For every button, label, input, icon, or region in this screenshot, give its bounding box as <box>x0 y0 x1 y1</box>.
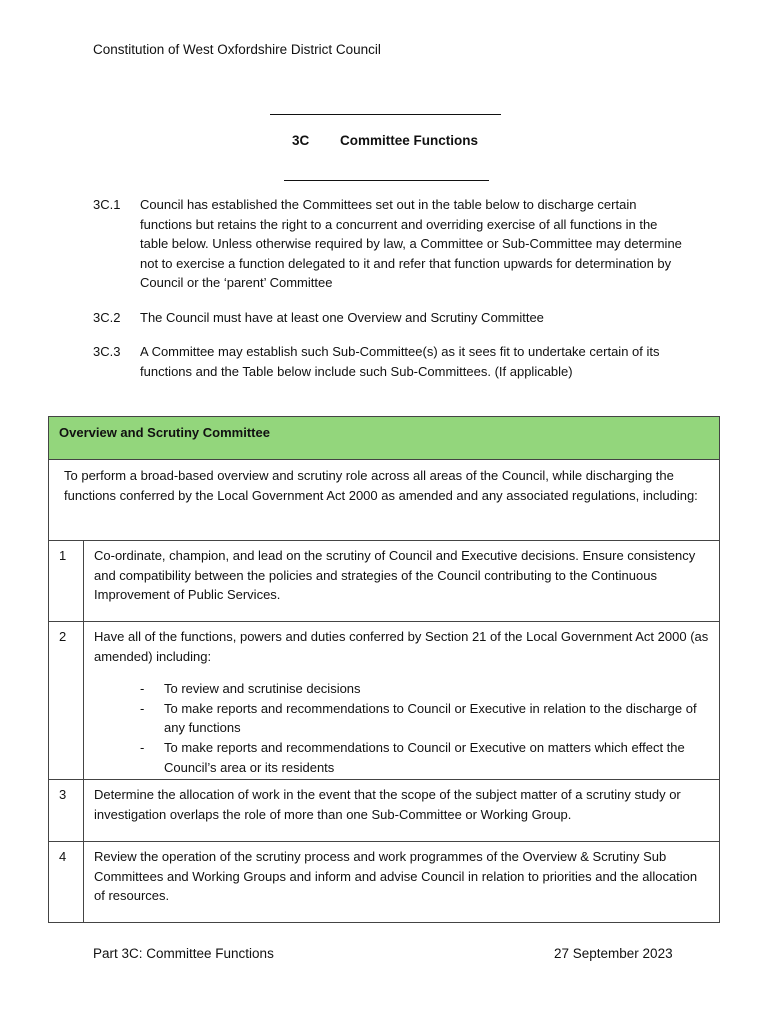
table-heading-row <box>49 417 720 460</box>
committee-functions-table <box>48 416 720 923</box>
row-text: Determine the allocation of work in the event that the scope of the subject matter of a scrutiny study or investigation overlaps the role of more than one Sub-Committee or Working Group. <box>84 780 720 842</box>
table-row <box>49 780 720 842</box>
row-number: 3 <box>49 780 84 842</box>
table-row <box>49 842 720 923</box>
footer-part-label: Part 3C: Committee Functions <box>93 946 274 961</box>
table-heading: Overview and Scrutiny Committee <box>49 417 720 460</box>
top-divider-rule <box>270 114 501 115</box>
row-number: 1 <box>49 541 84 622</box>
document-header-title: Constitution of West Oxfordshire District Council <box>93 42 381 57</box>
section-title: Committee Functions <box>340 133 479 148</box>
bottom-divider-rule <box>284 180 489 181</box>
function-bullet-list <box>140 679 709 777</box>
section-heading <box>292 133 478 148</box>
section-number: 3C <box>292 133 310 148</box>
table-row <box>49 541 720 622</box>
clause-3c3 <box>93 342 683 381</box>
list-item: - To make reports and recommendations to Council or Executive on matters which effect the Council’s area or its residents <box>140 738 709 777</box>
table-intro: To perform a broad-based overview and scrutiny role across all areas of the Council, while discharging the functions conferred by the Local Government Act 2000 as amended and any associated regulations, including: <box>49 460 720 541</box>
footer-date: 27 September 2023 <box>554 946 673 961</box>
clause-number: 3C.3 <box>93 344 121 359</box>
clause-text: Council has established the Committees set out in the table below to discharge certain functions but retains the right to a concurrent and overriding exercise of all functions in the table below. Unless otherwise required by law, a Committee or Sub-Committee may determine not to exercise a function delegated to it and refer that function upwards for determination by Council or the ‘parent’ Committee <box>140 197 682 291</box>
row-number: 2 <box>49 622 84 780</box>
row-text: Review the operation of the scrutiny process and work programmes of the Overview & Scrutiny Sub Committees and Working Groups and inform and advise Council in relation to priorities and the allocation of resources. <box>84 842 720 923</box>
clause-number: 3C.1 <box>93 197 121 212</box>
list-item: - To review and scrutinise decisions <box>140 679 709 699</box>
clause-number: 3C.2 <box>93 310 121 325</box>
table-row <box>49 622 720 780</box>
row-cell <box>84 622 720 780</box>
row-text: Co-ordinate, champion, and lead on the scrutiny of Council and Executive decisions. Ensure consistency and compatibility between the policies and strategies of the Council contributing to the Continuous Improvement of Public Services. <box>84 541 720 622</box>
row-number: 4 <box>49 842 84 923</box>
clause-text: The Council must have at least one Overview and Scrutiny Committee <box>140 310 544 325</box>
clause-3c2 <box>93 308 683 328</box>
row-text: Have all of the functions, powers and duties conferred by Section 21 of the Local Government Act 2000 (as amended) including: <box>94 629 709 664</box>
clause-text: A Committee may establish such Sub-Committee(s) as it sees fit to undertake certain of its functions and the Table below include such Sub-Committees. (If applicable) <box>140 344 660 379</box>
clause-3c1 <box>93 195 683 293</box>
list-item: - To make reports and recommendations to Council or Executive in relation to the discharge of any functions <box>140 699 709 738</box>
table-intro-row <box>49 460 720 541</box>
